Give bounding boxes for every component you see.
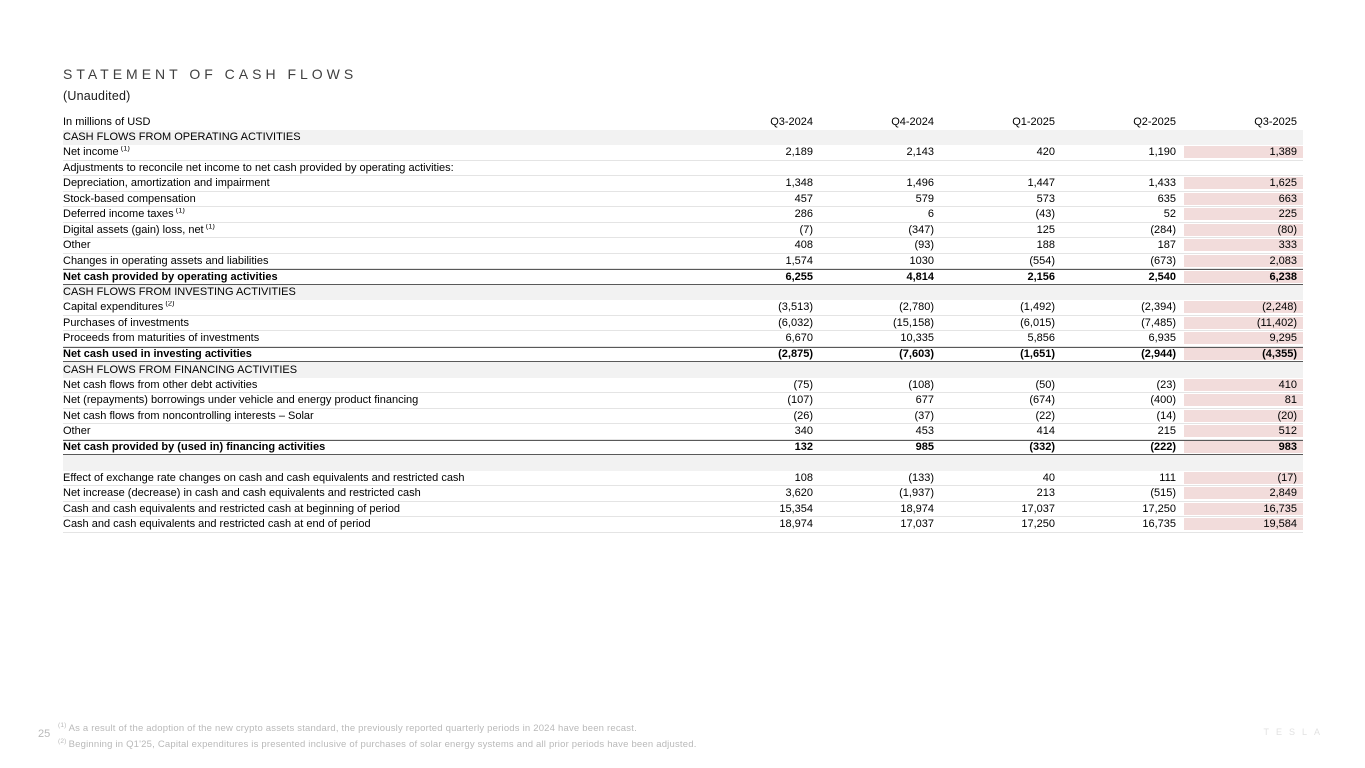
cell-value: 16,735 <box>1184 503 1303 515</box>
cell-value: 16,735 <box>1142 518 1176 531</box>
row-label: Net cash provided by (used in) financing activities <box>63 441 326 454</box>
row-label: Stock-based compensation <box>63 192 196 205</box>
cell-value: (23) <box>1156 378 1176 391</box>
cell-value: 677 <box>915 394 934 407</box>
cell-value: 410 <box>1184 379 1303 391</box>
tesla-logo: TESLA <box>1263 727 1327 737</box>
cell-value: 2,083 <box>1184 255 1303 267</box>
cell-value: 225 <box>1184 208 1303 220</box>
row-label: Purchases of investments <box>63 316 189 329</box>
cell-value: 18,974 <box>900 502 934 515</box>
cell-value: 579 <box>915 192 934 205</box>
section-header-row <box>63 362 1303 378</box>
cell-value: (14) <box>1156 409 1176 422</box>
cell-value: (2,780) <box>899 301 934 314</box>
row-label: Adjustments to reconcile net income to net cash provided by operating activities: <box>63 161 454 174</box>
cell-value: (11,402) <box>1184 317 1303 329</box>
table-row <box>63 440 1303 456</box>
cell-value: 512 <box>1184 425 1303 437</box>
cell-value: 15,354 <box>779 502 813 515</box>
row-label: Cash and cash equivalents and restricted cash at end of period <box>63 518 371 531</box>
cell-value: 10,335 <box>900 332 934 345</box>
table-row <box>63 254 1303 270</box>
row-label: Proceeds from maturities of investments <box>63 332 260 345</box>
cell-value: (7) <box>799 223 813 236</box>
cell-value: 81 <box>1184 394 1303 406</box>
table-row <box>63 471 1303 487</box>
cell-value: (347) <box>908 223 934 236</box>
cell-value: (75) <box>793 378 813 391</box>
cell-value: 1,447 <box>1027 177 1055 190</box>
section-header-row <box>63 285 1303 301</box>
cell-value: 215 <box>1157 425 1176 438</box>
row-label: Net increase (decrease) in cash and cash equivalents and restricted cash <box>63 487 421 500</box>
page-subtitle: (Unaudited) <box>63 89 131 103</box>
cell-value: (22) <box>1035 409 1055 422</box>
table-row <box>63 316 1303 332</box>
cell-value: 125 <box>1036 223 1055 236</box>
cell-value: (554) <box>1029 254 1055 267</box>
footnote-marker: (2) <box>163 301 175 308</box>
cell-value: 1,190 <box>1148 146 1176 159</box>
cell-value: 1,389 <box>1184 146 1303 158</box>
column-header: Q2-2025 <box>1133 115 1176 128</box>
cell-value: (80) <box>1184 224 1303 236</box>
column-header: Q3-2024 <box>770 115 813 128</box>
cell-value: 9,295 <box>1184 332 1303 344</box>
cell-value: 1030 <box>909 254 934 267</box>
cell-value: 213 <box>1036 487 1055 500</box>
cell-value: 333 <box>1184 239 1303 251</box>
cell-value: (2,944) <box>1141 348 1176 361</box>
cell-value: 4,814 <box>906 270 934 283</box>
cell-value: 6,935 <box>1148 332 1176 345</box>
row-label: CASH FLOWS FROM OPERATING ACTIVITIES <box>63 131 301 144</box>
cell-value: 2,189 <box>785 146 813 159</box>
cell-value: 132 <box>794 441 813 454</box>
cell-value: 52 <box>1163 208 1176 221</box>
page-title: STATEMENT OF CASH FLOWS <box>63 66 358 82</box>
table-row <box>63 207 1303 223</box>
row-label: Net cash used in investing activities <box>63 348 252 361</box>
cell-value: 6,238 <box>1184 271 1303 283</box>
row-label: Depreciation, amortization and impairment <box>63 177 270 190</box>
spacer-row <box>63 455 1303 471</box>
cell-value: 19,584 <box>1184 518 1303 530</box>
cell-value: 111 <box>1159 471 1176 484</box>
footnotes <box>58 721 697 752</box>
row-label: Other <box>63 239 91 252</box>
cell-value: 17,250 <box>1021 518 1055 531</box>
cell-value: (4,355) <box>1184 348 1303 360</box>
cell-value: 2,540 <box>1148 270 1176 283</box>
cell-value: 1,574 <box>785 254 813 267</box>
table-row <box>63 347 1303 363</box>
row-label: Net cash flows from noncontrolling interests – Solar <box>63 409 314 422</box>
cell-value: (7,603) <box>899 348 934 361</box>
footnote-marker: (1) <box>118 146 130 153</box>
table-header-row <box>63 114 1303 130</box>
footnote-marker: (2) <box>58 737 69 745</box>
cell-value: (1,651) <box>1020 348 1055 361</box>
cell-value: 6,670 <box>785 332 813 345</box>
cell-value: 17,250 <box>1142 502 1176 515</box>
cell-value: 408 <box>794 239 813 252</box>
cell-value: 414 <box>1036 425 1055 438</box>
cell-value: (50) <box>1035 378 1055 391</box>
cell-value: 453 <box>915 425 934 438</box>
row-label: CASH FLOWS FROM INVESTING ACTIVITIES <box>63 286 296 299</box>
column-header: Q1-2025 <box>1012 115 1055 128</box>
row-label: Other <box>63 425 91 438</box>
cell-value: (284) <box>1150 223 1176 236</box>
cell-value: 573 <box>1036 192 1055 205</box>
cell-value: 1,625 <box>1184 177 1303 189</box>
row-label: Effect of exchange rate changes on cash and cash equivalents and restricted cash <box>63 471 465 484</box>
table-row <box>63 238 1303 254</box>
cell-value: (6,015) <box>1020 316 1055 329</box>
cell-value: (108) <box>908 378 934 391</box>
unit-label: In millions of USD <box>63 115 151 128</box>
cell-value: (2,875) <box>778 348 813 361</box>
cell-value: (17) <box>1184 472 1303 484</box>
cell-value: (222) <box>1150 441 1176 454</box>
cell-value: 985 <box>915 441 934 454</box>
cell-value: 340 <box>794 425 813 438</box>
section-header-row <box>63 130 1303 146</box>
cell-value: (673) <box>1150 254 1176 267</box>
cell-value: (43) <box>1035 208 1055 221</box>
table-row <box>63 517 1303 533</box>
table-row <box>63 223 1303 239</box>
cell-value: 457 <box>794 192 813 205</box>
cell-value: (15,158) <box>893 316 934 329</box>
table-row <box>63 269 1303 285</box>
cell-value: (332) <box>1029 441 1055 454</box>
cell-value: 108 <box>794 471 813 484</box>
cell-value: (93) <box>914 239 934 252</box>
table-row <box>63 378 1303 394</box>
page-number: 25 <box>38 728 51 740</box>
table-row <box>63 502 1303 518</box>
row-label: Net (repayments) borrowings under vehicle and energy product financing <box>63 394 419 407</box>
row-label: CASH FLOWS FROM FINANCING ACTIVITIES <box>63 363 298 376</box>
table-row <box>63 300 1303 316</box>
row-label: Capital expenditures $^{(2)}$ <box>63 301 692 313</box>
cell-value: (515) <box>1150 487 1176 500</box>
cell-value: 983 <box>1184 441 1303 453</box>
cell-value: 420 <box>1036 146 1055 159</box>
row-label: Net income $^{(1)}$ <box>63 146 692 158</box>
row-label: Deferred income taxes $^{(1)}$ <box>63 208 692 220</box>
cell-value: (26) <box>793 409 813 422</box>
column-header: Q3-2025 <box>1254 115 1297 128</box>
cell-value: 286 <box>794 208 813 221</box>
column-header: Q4-2024 <box>891 115 934 128</box>
cell-value: (6,032) <box>778 316 813 329</box>
cell-value: (3,513) <box>778 301 813 314</box>
table-row <box>63 486 1303 502</box>
cell-value: 2,849 <box>1184 487 1303 499</box>
cell-value: (37) <box>914 409 934 422</box>
footnote-marker: (1) <box>58 721 69 729</box>
row-label: Changes in operating assets and liabilities <box>63 254 269 267</box>
cell-value: (133) <box>908 471 934 484</box>
footnote-line: $^{(1)}$ As a result of the adoption of the new crypto assets standard, the previously reported quarterly periods in 2024 have been recast. <box>58 721 637 734</box>
cell-value: 2,156 <box>1027 270 1055 283</box>
table-row <box>63 393 1303 409</box>
cell-value: (400) <box>1150 394 1176 407</box>
row-label: Digital assets (gain) loss, net $^{(1)}$ <box>63 224 692 236</box>
cell-value: 1,496 <box>906 177 934 190</box>
row-label: Net cash flows from other debt activities <box>63 378 258 391</box>
footnote-marker: (1) <box>203 223 215 231</box>
table-row <box>63 409 1303 425</box>
cell-value: (2,394) <box>1141 301 1176 314</box>
table-row <box>63 331 1303 347</box>
footnote-marker: (1) <box>173 208 185 215</box>
title-block <box>63 66 357 103</box>
cash-flow-table <box>63 114 1303 533</box>
cell-value: (1,937) <box>899 487 934 500</box>
footnote-line: $^{(2)}$ Beginning in Q1'25, Capital expenditures is presented inclusive of purchases of solar energy systems and all prior periods have been adjusted. <box>58 737 697 750</box>
cell-value: 2,143 <box>906 146 934 159</box>
table-row <box>63 161 1303 177</box>
table-row <box>63 176 1303 192</box>
table-row <box>63 145 1303 161</box>
cell-value: 6,255 <box>785 270 813 283</box>
cell-value: (20) <box>1184 410 1303 422</box>
cell-value: 1,433 <box>1148 177 1176 190</box>
cell-value: 17,037 <box>900 518 934 531</box>
cell-value: 188 <box>1036 239 1055 252</box>
cell-value: (1,492) <box>1020 301 1055 314</box>
cell-value: 6 <box>927 208 934 221</box>
cell-value: 635 <box>1157 192 1176 205</box>
cell-value: (107) <box>787 394 813 407</box>
table-row <box>63 424 1303 440</box>
cell-value: 663 <box>1184 193 1303 205</box>
cell-value: 1,348 <box>785 177 813 190</box>
cell-value: 3,620 <box>785 487 813 500</box>
cell-value: (2,248) <box>1184 301 1303 313</box>
row-label: Cash and cash equivalents and restricted cash at beginning of period <box>63 502 400 515</box>
row-label: Net cash provided by operating activities <box>63 270 278 283</box>
cell-value: 187 <box>1157 239 1176 252</box>
cell-value: (7,485) <box>1141 316 1176 329</box>
table-row <box>63 192 1303 208</box>
cell-value: 18,974 <box>779 518 813 531</box>
cell-value: 5,856 <box>1027 332 1055 345</box>
cell-value: (674) <box>1029 394 1055 407</box>
cell-value: 17,037 <box>1021 502 1055 515</box>
cell-value: 40 <box>1042 471 1055 484</box>
